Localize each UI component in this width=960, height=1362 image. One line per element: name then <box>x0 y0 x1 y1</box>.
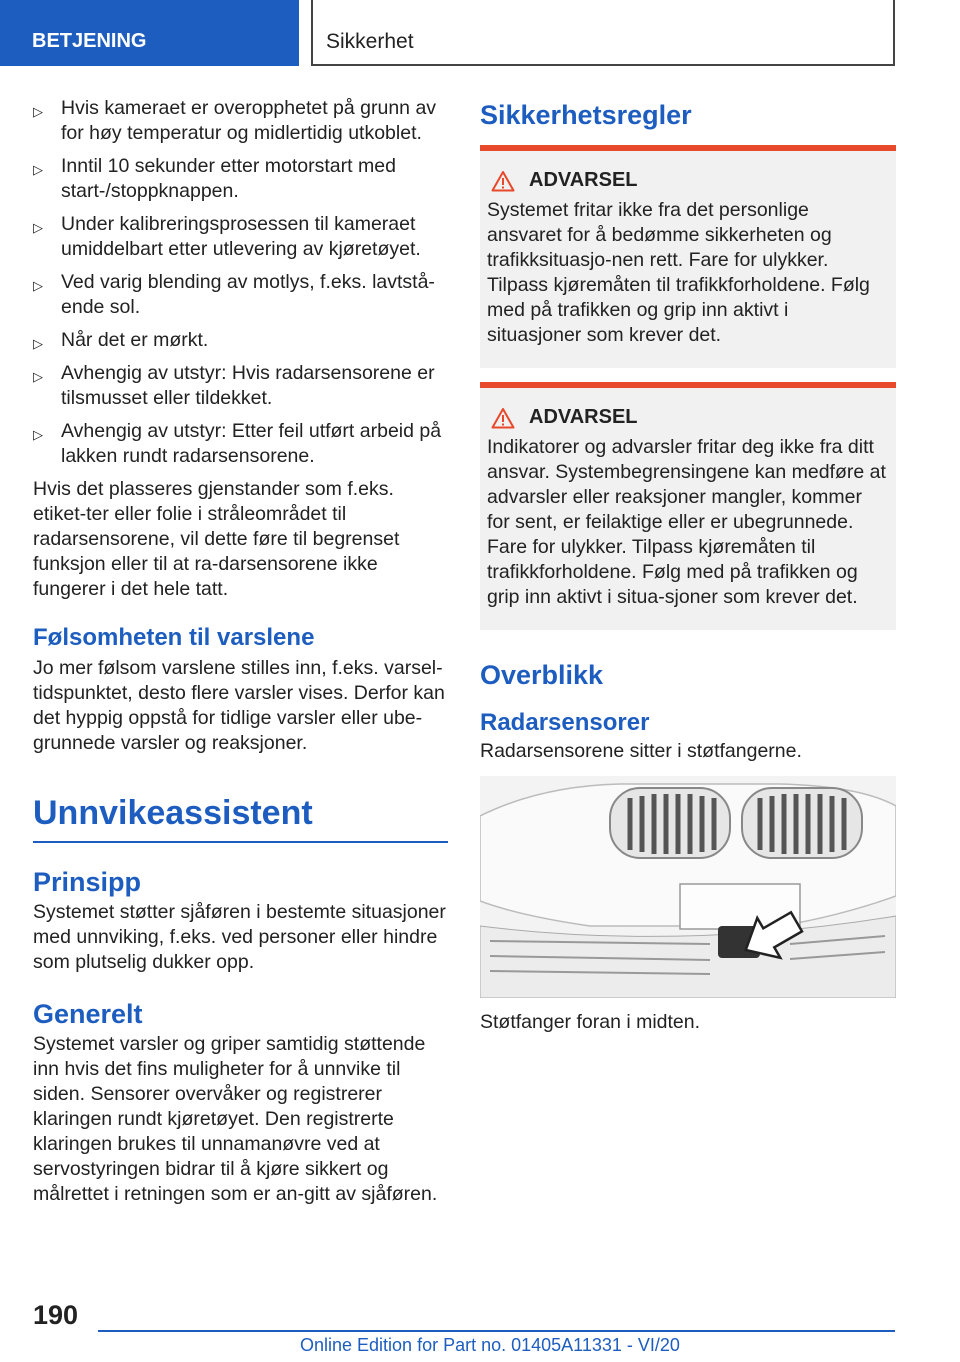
triangle-bullet-icon: ▷ <box>33 336 43 351</box>
general-paragraph: Systemet varsler og griper samtidig støttende inn hvis det fins muligheter for å unnvike til siden. Sensorer overvåker og registrerer klaringen rundt kjøretøyet. Den registrerte klaringen brukes til unnamanøvre ved at servostyringen bidrar til å kjøre sikkert og målrettet i retningen som er an-gitt av sjåføren. <box>33 1033 438 1205</box>
sensitivity-heading: Følsomheten til varslene <box>33 624 315 651</box>
triangle-bullet-icon: ▷ <box>33 220 43 235</box>
condition-list <box>33 96 448 469</box>
page-number: 190 <box>33 1300 79 1330</box>
radar-paragraph: Radarsensorene sitter i støtfangerne. <box>480 740 802 762</box>
warning-text: Systemet fritar ikke fra det personlige ansvaret for å bedømme sikkerheten og trafikksituasjo-nen rett. Fare for ulykker. Tilpass kjøremåten til trafikkforholdene. Følg med på trafikken og grip inn aktivt i situasjoner som krever det. <box>487 199 870 346</box>
warning-label: ADVARSEL <box>529 406 638 428</box>
list-item: ▷ Avhengig av utstyr: Etter feil utført arbeid på lakken rundt radarsensorene. <box>33 420 442 467</box>
warning-box <box>480 382 896 630</box>
footer-edition: Online Edition for Part no. 01405A11331 - VI/20 <box>300 1335 680 1355</box>
warning-text: Indikatorer og advarsler fritar deg ikke fra ditt ansvar. Systembegrensingene kan medføre at advarsler eller reaksjoner mangler, kommer for sent, er feilaktige eller er ubegrunnede. Fare for ulykker. Tilpass kjøremåten til trafikkforholdene. Følg med på trafikken og grip inn aktivt i situa-sjoner som krever det. <box>487 436 886 608</box>
objects-paragraph: Hvis det plasseres gjenstander som f.eks. etiket-ter eller folie i stråleområdet til radarsensorene, vil dette føre til begrenset funksjon eller til at ra-darsensorene ikke fungerer i det hele tatt. <box>33 478 400 600</box>
sensitivity-paragraph: Jo mer følsom varslene stilles inn, f.eks. varsel-tidspunktet, desto flere varsler vises. Derfor kan det hyppig oppstå for tidlige varsler eller ube-grunnede varsler og reaksjoner. <box>33 657 445 754</box>
right-column <box>480 100 896 1035</box>
warning-triangle-icon <box>491 170 515 192</box>
list-item: ▷ Under kalibreringsprosessen til kameraet umiddelbart etter utlevering av kjøretøyet. <box>33 213 421 260</box>
triangle-bullet-icon: ▷ <box>33 162 43 177</box>
triangle-bullet-icon: ▷ <box>33 369 43 384</box>
list-item: ▷ Inntil 10 sekunder etter motorstart med start-/stoppknappen. <box>33 155 396 202</box>
triangle-bullet-icon: ▷ <box>33 427 43 442</box>
list-item: ▷ Hvis kameraet er overopphetet på grunn av for høy temperatur og midlertidig utkoblet. <box>33 97 437 144</box>
photo-caption: Støtfanger foran i midten. <box>480 1011 701 1033</box>
footer-divider <box>98 1330 895 1332</box>
left-column <box>33 96 448 1207</box>
list-item: ▷ Når det er mørkt. <box>33 328 448 353</box>
main-heading: Unnvikeassistent <box>33 794 448 843</box>
triangle-bullet-icon: ▷ <box>33 278 43 293</box>
list-item: ▷ Ved varig blending av motlys, f.eks. lavtstå-ende sol. <box>33 271 435 318</box>
triangle-bullet-icon: ▷ <box>33 104 43 119</box>
list-item: ▷ Avhengig av utstyr: Hvis radarsensorene er tilsmusset eller tildekket. <box>33 362 435 409</box>
warning-header <box>487 169 886 192</box>
warning-box <box>480 145 896 368</box>
overview-heading: Overblikk <box>480 660 604 690</box>
chapter-tab: BETJENING <box>0 0 299 66</box>
safety-heading: Sikkerhetsregler <box>480 100 692 130</box>
principle-heading: Prinsipp <box>33 867 142 897</box>
warning-header <box>487 406 886 429</box>
general-heading: Generelt <box>33 999 143 1029</box>
warning-triangle-icon <box>491 407 515 429</box>
section-title: Sikkerhet <box>311 0 895 66</box>
principle-paragraph: Systemet støtter sjåføren i bestemte situasjoner med unnviking, f.eks. ved personer eller hindre som plutselig dukker opp. <box>33 901 446 973</box>
radar-heading: Radarsensorer <box>480 709 650 736</box>
warning-label: ADVARSEL <box>529 169 638 191</box>
bumper-illustration <box>480 776 896 998</box>
